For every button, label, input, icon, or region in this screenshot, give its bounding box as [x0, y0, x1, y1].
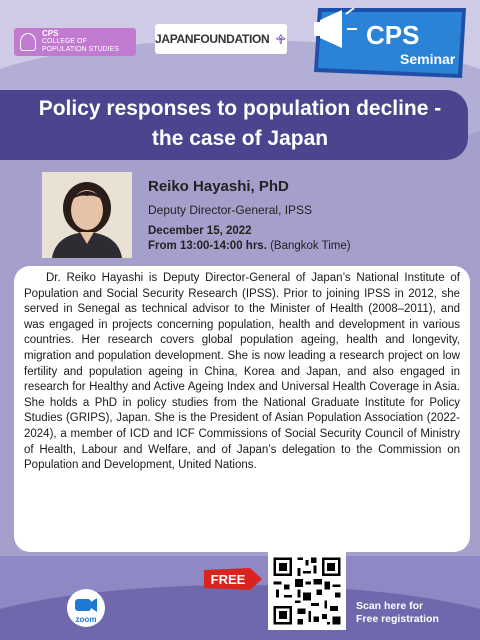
title-line-1: Policy responses to population decline - — [38, 97, 442, 120]
event-time-zone: (Bangkok Time) — [266, 240, 351, 252]
free-label: FREE — [210, 572, 246, 587]
page-title — [0, 94, 480, 154]
cps-logo-title: CPS — [42, 29, 59, 38]
cps-logo-line3: POPULATION STUDIES — [42, 46, 119, 53]
zoom-label: zoom — [75, 615, 97, 624]
seminar-word-text: Seminar — [400, 51, 456, 67]
title-line-2: the case of Japan — [151, 127, 329, 150]
scan-line-2: Free registration — [356, 613, 439, 625]
free-tag — [202, 566, 264, 592]
cps-seminar-badge — [312, 4, 472, 80]
japan-foundation-text: JAPANFOUNDATION — [155, 32, 270, 46]
event-time-range: From 13:00-14:00 hrs. — [148, 240, 267, 252]
cps-logo-line2: COLLEGE OF — [42, 38, 87, 45]
scan-line-1: Scan here for — [356, 600, 424, 612]
qr-code-icon[interactable] — [268, 552, 346, 630]
seminar-cps-text: CPS — [366, 20, 420, 50]
japan-foundation-logo — [155, 24, 287, 54]
speaker-bio: Dr. Reiko Hayashi is Deputy Director-General of Japan’s National Institute of Population and Social Security Research (IPSS). Prior to joining IPSS in 2012, she served in Senegal as technical advisor to the Minister of Health (2008–2011), and was engaged in projects concerning population, health and development in various countries. Her research covers global population ageing, health and longevity, migration and population development. She is now leading a research project on low fertility and population ageing in China, Korea and Japan, and also engaged in research for Healthy and Active Ageing Index and Universal Health Coverage in Asia. She holds a PhD in policy studies from the National Graduate Institute for Policy Studies (GRIPS), Japan. She is the President of Asian Population Association (2022-2024), a member of ICD and ICF Commissions of Social Security Council of Ministry of Health, Labour and Welfare, and of Japan’s delegation to the Commission on Population and Development, United Nations. — [24, 272, 460, 472]
cps-logo — [14, 28, 136, 56]
zoom-logo[interactable] — [66, 588, 106, 628]
scan-instruction — [356, 600, 476, 626]
event-time — [148, 240, 351, 252]
event-date: December 15, 2022 — [148, 225, 252, 237]
speaker-photo — [42, 172, 132, 258]
speaker-role: Deputy Director-General, IPSS — [148, 203, 313, 217]
japan-foundation-flower-icon — [275, 28, 287, 50]
speaker-name: Reiko Hayashi, PhD — [148, 178, 289, 195]
cps-emblem-icon — [20, 33, 36, 51]
